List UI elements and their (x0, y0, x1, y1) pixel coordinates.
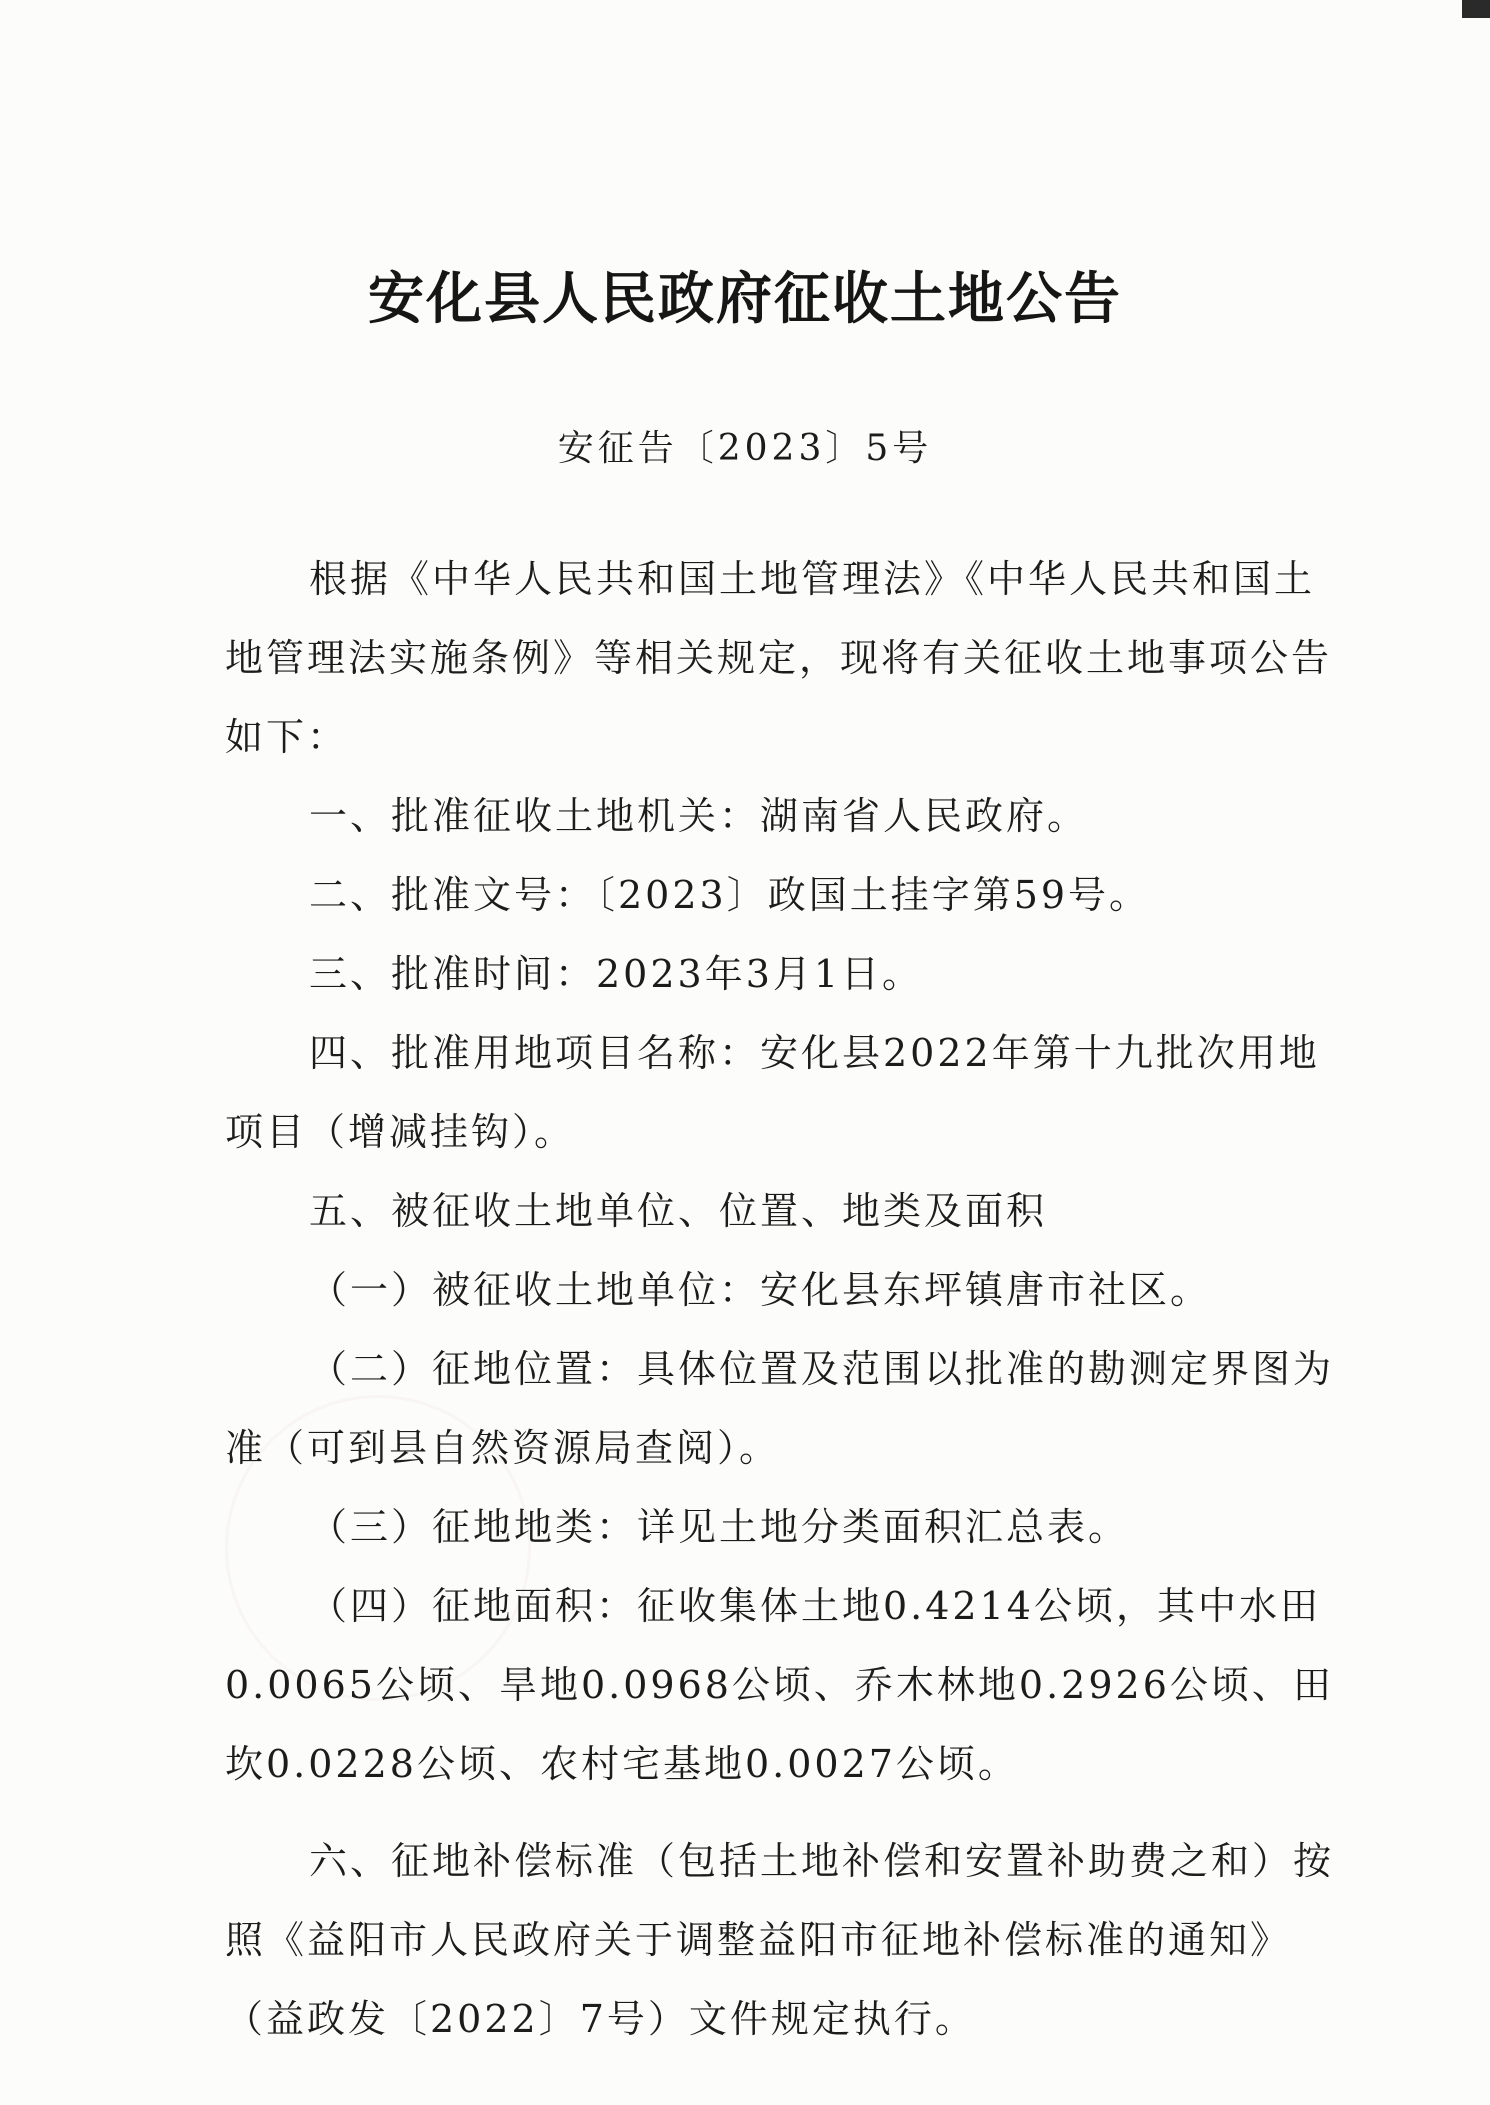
paragraph-approval-date: 三、批准时间：2023年3月1日。 (309, 952, 924, 996)
paragraph-land-type: （三）征地地类：详见土地分类面积汇总表。 (309, 1505, 1130, 1549)
paragraph-approval-number: 二、批准文号：〔2023〕政国土挂字第59号。 (309, 873, 1151, 917)
paragraph-land-location: （二）征地位置：具体位置及范围以批准的勘测定界图为准（可到县自然资源局查阅）。 (225, 1347, 1335, 1470)
document-title: 安化县人民政府征收土地公告 (368, 266, 1122, 332)
paragraph-project-name: 四、批准用地项目名称：安化县2022年第十九批次用地项目（增减挂钩）。 (225, 1031, 1320, 1154)
scan-edge-mark (1462, 0, 1490, 18)
paragraph-land-area: （四）征地面积：征收集体土地0.4214公顷，其中水田0.0065公顷、旱地0.0968公顷、乔木林地0.2926公顷、田坎0.0228公顷、农村宅基地0.0027公顷。 (225, 1584, 1334, 1786)
paragraph-compensation-standard: 六、征地补偿标准（包括土地补偿和安置补助费之和）按照《益阳市人民政府关于调整益阳市征地补偿标准的通知》（益政发〔2022〕7号）文件规定执行。 (225, 1839, 1335, 2041)
paragraph-approving-authority: 一、批准征收土地机关：湖南省人民政府。 (309, 794, 1089, 838)
document-number: 安征告〔2023〕5号 (557, 428, 933, 469)
paragraph-land-unit: （一）被征收土地单位：安化县东坪镇唐市社区。 (309, 1268, 1212, 1312)
paragraph-intro: 根据《中华人民共和国土地管理法》《中华人民共和国土地管理法实施条例》等相关规定，现将有关征收土地事项公告如下： (225, 557, 1333, 759)
document-body (225, 540, 1335, 2059)
paragraph-land-info-heading: 五、被征收土地单位、位置、地类及面积 (309, 1189, 1048, 1233)
